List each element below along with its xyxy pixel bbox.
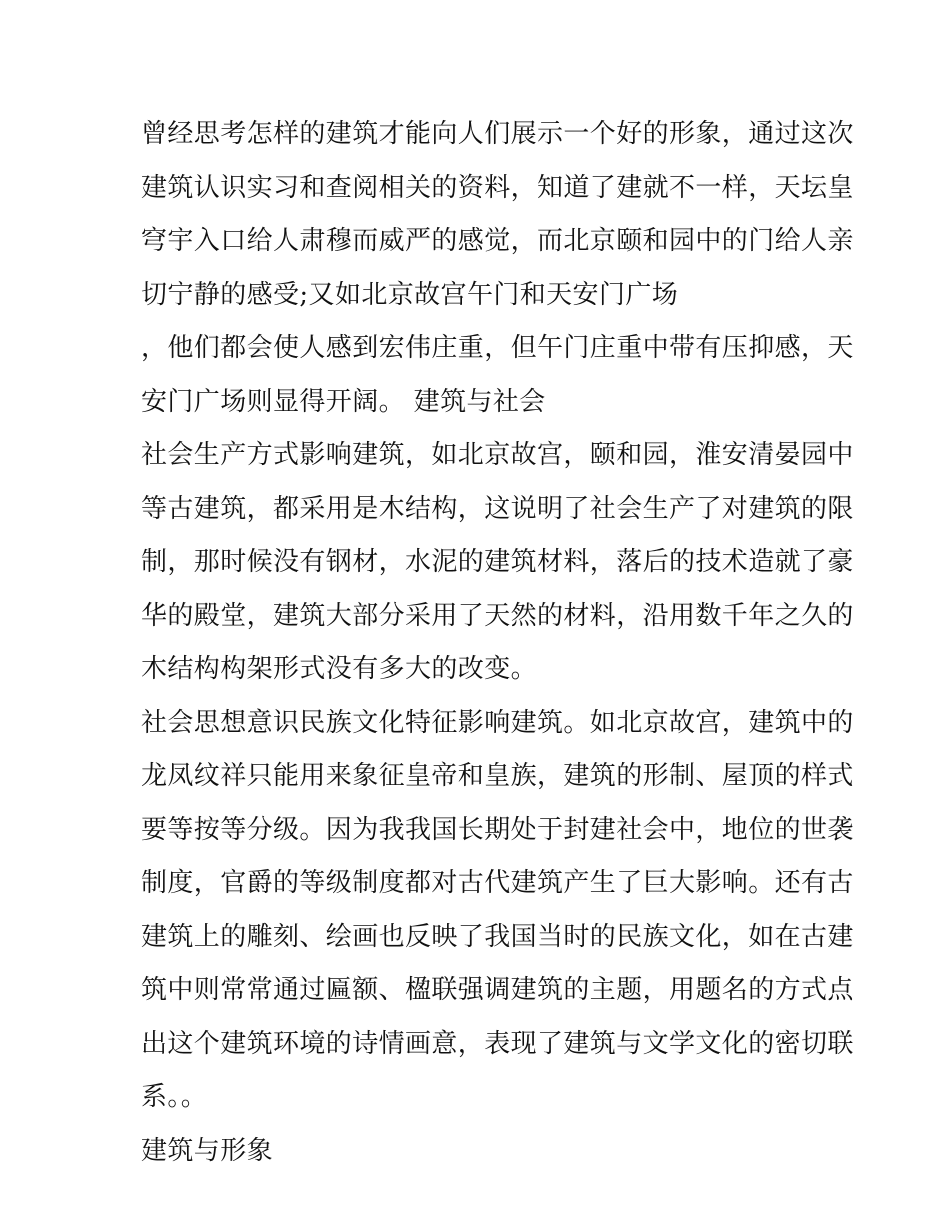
text-line: 切宁静的感受;又如北京故宫午门和天安门广场 [141, 279, 679, 310]
text-line: 木结构构架形式没有多大的改变。 [141, 654, 538, 684]
text-line: 筑中则常常通过匾额、楹联强调建筑的主题，用题名的方式点 [141, 975, 854, 1005]
text-line: 制度，官爵的等级制度都对古代建筑产生了巨大影响。还有古 [141, 868, 854, 898]
text-line: 曾经思考怎样的建筑才能向人们展示一个好的形象，通过这次 [141, 119, 854, 149]
text-line: 安门广场则显得开阔。 建筑与社会 [141, 386, 546, 417]
text-line: 建筑认识实习和查阅相关的资料，知道了建就不一样，天坛皇 [141, 172, 854, 203]
text-line: 社会思想意识民族文化特征影响建筑。如北京故宫，建筑中的 [141, 707, 854, 738]
body-text [141, 108, 854, 1178]
text-line: 出这个建筑环境的诗情画意，表现了建筑与文学文化的密切联 [141, 1028, 854, 1059]
text-line: 龙凤纹祥只能用来象征皇帝和皇族，建筑的形制、屋顶的样式 [141, 761, 854, 791]
text-line: 华的殿堂，建筑大部分采用了天然的材料，沿用数千年之久的 [141, 600, 854, 631]
text-line: 要等按等分级。因为我我国长期处于封建社会中，地位的世袭 [141, 814, 854, 845]
text-line: 等古建筑，都采用是木结构，这说明了社会生产了对建筑的限 [141, 493, 854, 524]
section-heading: 建筑与形象 [141, 1135, 274, 1166]
text-line: 建筑上的雕刻、绘画也反映了我国当时的民族文化，如在古建 [141, 921, 854, 952]
text-line: 制，那时候没有钢材，水泥的建筑材料，落后的技术造就了豪 [141, 547, 854, 577]
text-line: ，他们都会使人感到宏伟庄重，但午门庄重中带有压抑感，天 [141, 333, 854, 363]
text-line: 穹宇入口给人肃穆而威严的感觉，而北京颐和园中的门给人亲 [141, 226, 854, 256]
text-line: 系。。 [141, 1082, 208, 1112]
text-line: 社会生产方式影响建筑，如北京故宫，颐和园，淮安清晏园中 [141, 440, 854, 470]
